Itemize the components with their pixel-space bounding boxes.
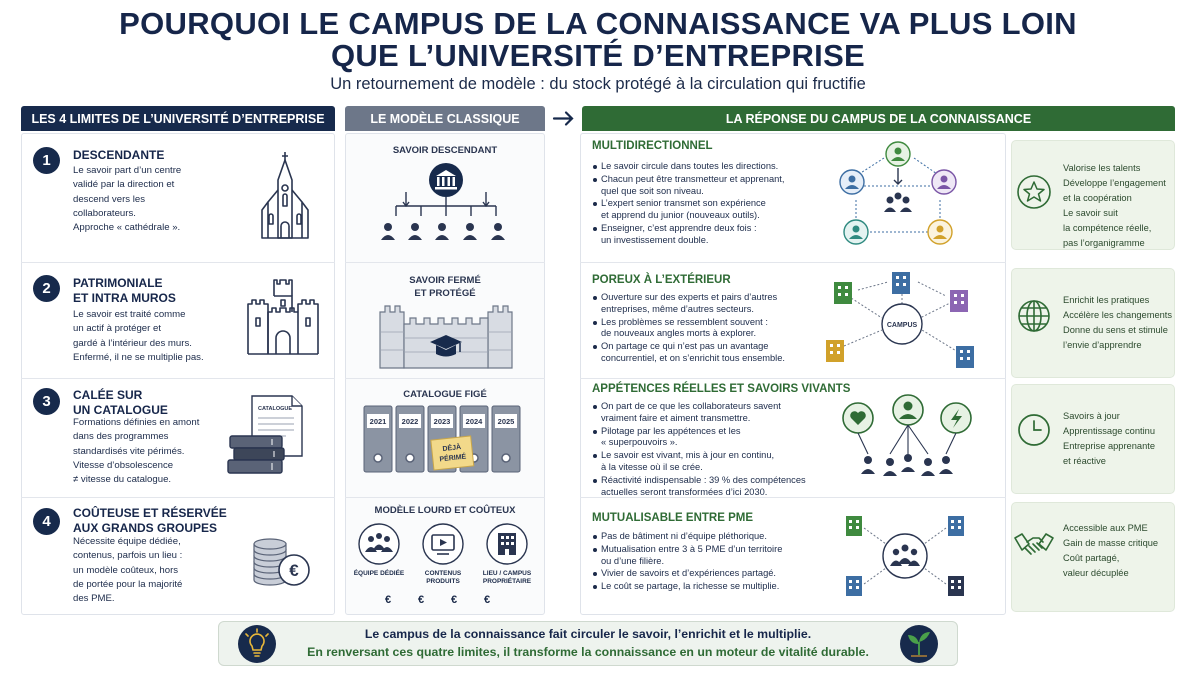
list-item: Réactivité indispensable : 39 % des compétences actuelles seront transformées d’ici 2030. [592,475,832,499]
limit-body-1: Le savoir part d’un centre validé par la direction et descend vers les collaborateurs. Approche « cathédrale ». [73,165,182,234]
euro-symbol: € [484,594,491,606]
limit-body-4: Nécessite équipe dédiée, contenus, parfois un lieu : un modèle coûteux, hors de portée pour la majorité des PME. [73,536,183,605]
cost-item-label-campus: LIEU / CAMPUS PROPRIÉTAIRE [482,570,532,585]
page-title-line-1: POURQUOI LE CAMPUS DE LA CONNAISSANCE VA PLUS LOIN [119,6,1077,41]
benefit-text-1: Valorise les talents Développe l’engagement et la coopération Le savoir suit la compétence réelle, pas l’organigramme [1063,163,1166,248]
coin-euro-symbol: € [289,561,299,580]
frozen-catalogue-diagram [362,402,528,478]
hierarchy-descending-diagram [376,160,516,252]
closed-fortress-diagram [376,302,516,370]
limit-number-4: 4 [33,508,60,535]
cost-item-label-content: CONTENUS PRODUITS [424,570,462,585]
campus-hub-diagram [822,268,978,372]
shared-sme-diagram [838,512,972,602]
limit-number-3: 3 [33,388,60,415]
cost-item-label-team: ÉQUIPE DÉDIÉE [353,570,405,577]
limit-title-4: COÛTEUSE ET RÉSERVÉE AUX GRANDS GROUPES [73,506,227,535]
footer-line-1: Le campus de la connaissance fait circuler le savoir, l’enrichit et le multiplie. [364,627,812,641]
answer-bullets-4 [592,531,832,594]
year-label: 2024 [465,417,483,426]
footer-line-2: En renversant ces quatre limites, il transforme la connaissance en un moteur de vitalité durable. [307,645,869,659]
row-divider [580,262,1006,263]
benefit-text-2: Enrichit les pratiques Accélère les changements Donne du sens et stimule l’envie d’apprendre [1063,295,1173,350]
page-title-line-2: QUE L’UNIVERSITÉ D’ENTREPRISE [330,38,866,73]
row-divider [21,262,335,263]
classic-title-4: MODÈLE LOURD ET COÛTEUX [374,505,516,516]
row-divider [21,497,335,498]
limit-number-2: 2 [33,275,60,302]
row-divider [580,378,1006,379]
answer-title-4: MUTUALISABLE ENTRE PME [592,512,753,524]
answer-title-1: MULTIDIRECTIONNEL [592,140,713,152]
list-item: Le coût se partage, la richesse se multiplie. [592,581,832,593]
limit-title-1: DESCENDANTE [73,148,165,162]
cathedral-icon [254,150,316,240]
answer-column-header: LA RÉPONSE DU CAMPUS DE LA CONNAISSANCE [582,106,1175,131]
building-campus-icon [485,522,529,566]
list-item: Chacun peut être transmetteur et apprenant, quel que soit son niveau. [592,174,832,198]
globe-icon [1016,298,1052,334]
multidirectional-network-diagram [834,140,964,250]
answer-title-2: POREUX À L’EXTÉRIEUR [592,274,731,286]
answer-title-3: APPÉTENCES RÉELLES ET SAVOIRS VIVANTS [592,383,851,395]
limits-column-header: LES 4 LIMITES DE L’UNIVERSITÉ D’ENTREPRISE [21,106,335,131]
arrow-right-icon [551,106,577,131]
star-icon [1016,174,1052,210]
answer-bullets-2 [592,292,832,366]
answer-bullets-1 [592,161,832,248]
limit-number-1: 1 [33,147,60,174]
list-item: Le savoir circule dans toutes les directions. [592,161,832,173]
clock-icon [1016,412,1052,448]
limit-title-2: PATRIMONIALE ET INTRA MUROS [73,276,176,305]
row-divider [345,262,545,263]
limit-body-2: Le savoir est traité comme un actif à protéger et gardé à l’intérieur des murs. Enfermé, il ne se multiplie pas. [73,309,204,363]
euro-symbol: € [451,594,458,606]
list-item: Mutualisation entre 3 à 5 PME d’un territoire ou d’une filière. [592,544,832,568]
classic-title-3: CATALOGUE FIGÉ [403,389,487,400]
euro-symbol: € [418,594,425,606]
euro-symbol: € [385,594,392,606]
classic-title-1: SAVOIR DESCENDANT [392,145,498,156]
handshake-icon [1013,530,1055,562]
list-item: L’expert senior transmet son expérience et apprend du junior (nouveaux outils). [592,198,832,222]
answer-bullets-3 [592,401,832,499]
list-item: Les problèmes se ressemblent souvent : de nouveaux angles morts à explorer. [592,317,832,341]
list-item: Ouverture sur des experts et pairs d’autres entreprises, même d’autres secteurs. [592,292,832,316]
list-item: Pas de bâtiment ni d’équipe pléthorique. [592,531,832,543]
catalogue-doc-label: CATALOGUE [258,406,293,412]
benefit-text-4: Accessible aux PME Gain de masse critique Coût partagé, valeur décuplée [1063,523,1159,578]
talents-network-diagram [838,392,972,484]
outdated-note-line1: DÉJÀ [442,444,462,453]
catalogue-books-icon [226,392,312,476]
list-item: On partage ce qui n’est pas un avantage concurrentiel, et on s’enrichit tous ensemble. [592,341,832,365]
team-circle-icon [357,522,401,566]
year-label: 2021 [369,417,387,426]
benefit-text-3: Savoirs à jour Apprentissage continu Entreprise apprenante et réactive [1063,411,1155,466]
limit-title-3: CALÉE SUR UN CATALOGUE [73,388,168,417]
year-label: 2023 [433,417,451,426]
year-label: 2022 [401,417,419,426]
list-item: Enseigner, c’est apprendre deux fois : un investissement double. [592,223,832,247]
sprout-icon [898,624,940,664]
list-item: Pilotage par les appétences et les « superpouvoirs ». [592,426,832,450]
classic-column-header: LE MODÈLE CLASSIQUE [345,106,545,131]
coins-euro-icon [248,528,312,590]
outdated-note-line2: PÉRIMÉ [439,453,467,464]
row-divider [345,378,545,379]
campus-hub-label: CAMPUS [886,322,918,329]
page-subtitle: Un retournement de modèle : du stock protégé à la circulation qui fructifie [330,75,866,93]
list-item: Le savoir est vivant, mis à jour en continu, à la vitesse où il se crée. [592,450,832,474]
video-content-icon [421,522,465,566]
classic-title-2: SAVOIR FERMÉ ET PROTÉGÉ [409,275,481,299]
fortress-icon [244,276,322,356]
row-divider [345,497,545,498]
year-label: 2025 [497,417,515,426]
row-divider [21,378,335,379]
list-item: On part de ce que les collaborateurs savent vraiment faire et aiment transmettre. [592,401,832,425]
limit-body-3: Formations définies en amont dans des programmes standardisés vite périmés. Vitesse d’obsolescence ≠ vitesse du catalogue. [73,417,200,486]
list-item: Vivier de savoirs et d’expériences partagé. [592,568,832,580]
